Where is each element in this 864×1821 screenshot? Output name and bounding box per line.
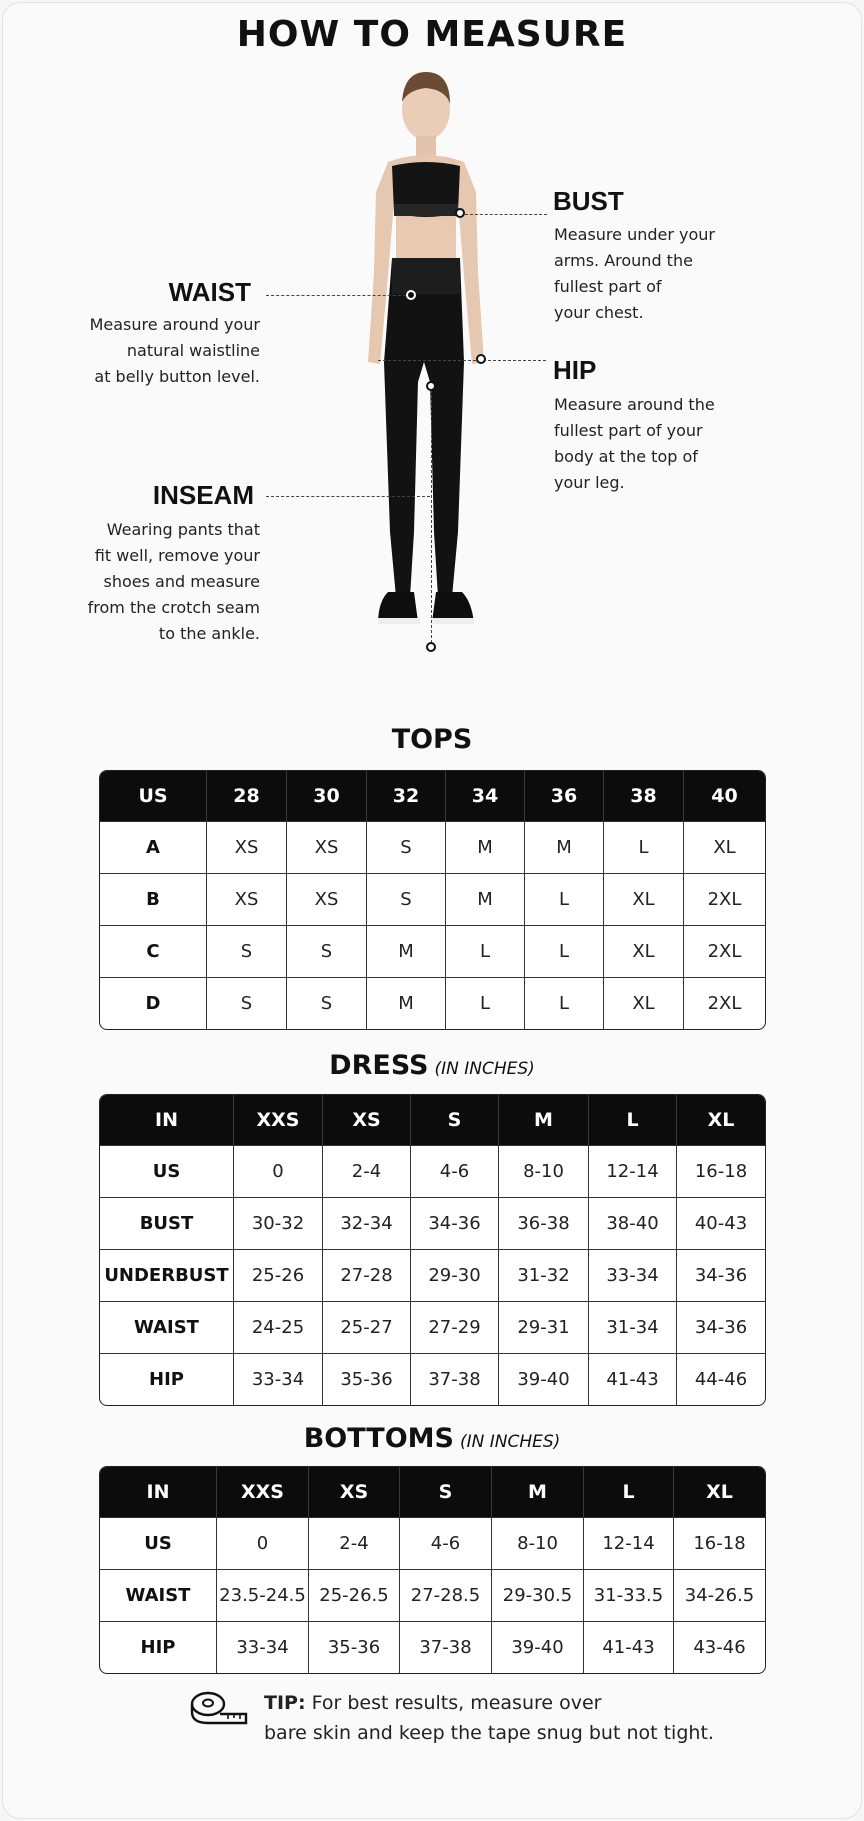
tape-measure-icon bbox=[190, 1690, 248, 1730]
size-cell: 33-34 bbox=[234, 1353, 323, 1405]
column-header: 36 bbox=[525, 771, 604, 821]
size-cell: 29-30.5 bbox=[492, 1569, 584, 1621]
size-cell: 0 bbox=[234, 1145, 323, 1197]
table-row bbox=[100, 1621, 765, 1673]
size-cell: 37-38 bbox=[400, 1621, 492, 1673]
size-cell: 37-38 bbox=[411, 1353, 499, 1405]
size-cell: M bbox=[525, 821, 604, 873]
column-header: 28 bbox=[207, 771, 287, 821]
bust-guide bbox=[465, 214, 547, 215]
size-cell: 4-6 bbox=[411, 1145, 499, 1197]
size-cell: 2-4 bbox=[323, 1145, 411, 1197]
bottoms-title: BOTTOMS (IN INCHES) bbox=[303, 1423, 561, 1454]
size-cell: 25-27 bbox=[323, 1301, 411, 1353]
size-cell: 38-40 bbox=[589, 1197, 677, 1249]
table-row bbox=[100, 1353, 765, 1405]
hip-heading: HIP bbox=[553, 355, 597, 385]
column-header: 38 bbox=[604, 771, 684, 821]
size-cell: 25-26.5 bbox=[309, 1569, 400, 1621]
waist-description: Measure around your natural waistline at belly button level. bbox=[89, 315, 260, 386]
size-cell: 27-29 bbox=[411, 1301, 499, 1353]
row-header-cell: US bbox=[100, 1145, 234, 1197]
size-cell: 34-26.5 bbox=[674, 1569, 765, 1621]
size-cell: 27-28 bbox=[323, 1249, 411, 1301]
size-cell: 36-38 bbox=[499, 1197, 589, 1249]
inseam-heading: INSEAM bbox=[152, 480, 254, 510]
column-header: L bbox=[584, 1467, 674, 1517]
column-header: S bbox=[411, 1095, 499, 1145]
table-row bbox=[100, 873, 765, 925]
table-row bbox=[100, 1197, 765, 1249]
table-row bbox=[100, 821, 765, 873]
column-header: 40 bbox=[684, 771, 765, 821]
row-header-cell: HIP bbox=[100, 1621, 217, 1673]
tops-size-table bbox=[99, 770, 766, 1030]
row-header-cell: UNDERBUST bbox=[100, 1249, 234, 1301]
size-cell: L bbox=[446, 925, 525, 977]
hip-guide bbox=[378, 360, 546, 361]
waist-heading: WAIST bbox=[168, 277, 251, 307]
size-cell: 12-14 bbox=[584, 1517, 674, 1569]
size-cell: 2XL bbox=[684, 925, 765, 977]
bust-heading: BUST bbox=[553, 186, 624, 216]
size-cell: XL bbox=[604, 873, 684, 925]
table-row bbox=[100, 1569, 765, 1621]
size-cell: L bbox=[446, 977, 525, 1029]
size-cell: L bbox=[525, 977, 604, 1029]
size-cell: M bbox=[446, 873, 525, 925]
size-cell: S bbox=[367, 873, 446, 925]
size-cell: L bbox=[525, 873, 604, 925]
size-cell: 31-34 bbox=[589, 1301, 677, 1353]
hip-marker bbox=[476, 354, 486, 364]
waist-guide bbox=[266, 295, 406, 296]
size-cell: 2XL bbox=[684, 873, 765, 925]
size-cell: 12-14 bbox=[589, 1145, 677, 1197]
dress-size-table bbox=[99, 1094, 766, 1406]
size-cell: 31-32 bbox=[499, 1249, 589, 1301]
inseam-vertical-guide bbox=[431, 390, 432, 648]
column-header: XS bbox=[309, 1467, 400, 1517]
size-cell: 4-6 bbox=[400, 1517, 492, 1569]
column-header: S bbox=[400, 1467, 492, 1517]
column-header: IN bbox=[100, 1095, 234, 1145]
size-cell: 43-46 bbox=[674, 1621, 765, 1673]
column-header: M bbox=[492, 1467, 584, 1517]
size-cell: S bbox=[207, 977, 287, 1029]
size-cell: 32-34 bbox=[323, 1197, 411, 1249]
column-header: US bbox=[100, 771, 207, 821]
row-header-cell: A bbox=[100, 821, 207, 873]
column-header: XL bbox=[677, 1095, 765, 1145]
bottoms-size-table bbox=[99, 1466, 766, 1674]
waist-marker bbox=[406, 290, 416, 300]
inseam-top-marker bbox=[426, 381, 436, 391]
row-header-cell: C bbox=[100, 925, 207, 977]
column-header: L bbox=[589, 1095, 677, 1145]
size-cell: 33-34 bbox=[217, 1621, 309, 1673]
size-cell: 8-10 bbox=[492, 1517, 584, 1569]
inseam-guide bbox=[266, 496, 430, 497]
size-cell: XS bbox=[207, 873, 287, 925]
size-cell: 16-18 bbox=[674, 1517, 765, 1569]
model-figure bbox=[318, 62, 518, 712]
size-cell: 29-31 bbox=[499, 1301, 589, 1353]
hip-description: Measure around the fullest part of your body at the top of your leg. bbox=[554, 395, 715, 492]
size-cell: 44-46 bbox=[677, 1353, 765, 1405]
size-cell: 8-10 bbox=[499, 1145, 589, 1197]
size-cell: M bbox=[446, 821, 525, 873]
size-cell: 25-26 bbox=[234, 1249, 323, 1301]
tops-title: TOPS bbox=[391, 724, 473, 755]
row-header-cell: B bbox=[100, 873, 207, 925]
table-row bbox=[100, 1301, 765, 1353]
row-header-cell: D bbox=[100, 977, 207, 1029]
column-header: XL bbox=[674, 1467, 765, 1517]
size-cell: M bbox=[367, 977, 446, 1029]
row-header-cell: HIP bbox=[100, 1353, 234, 1405]
size-cell: 39-40 bbox=[492, 1621, 584, 1673]
column-header: XXS bbox=[217, 1467, 309, 1517]
size-cell: 39-40 bbox=[499, 1353, 589, 1405]
column-header: M bbox=[499, 1095, 589, 1145]
table-row bbox=[100, 1517, 765, 1569]
table-row bbox=[100, 977, 765, 1029]
size-cell: L bbox=[525, 925, 604, 977]
size-cell: 35-36 bbox=[323, 1353, 411, 1405]
bust-marker bbox=[455, 208, 465, 218]
size-cell: 34-36 bbox=[677, 1301, 765, 1353]
column-header: IN bbox=[100, 1467, 217, 1517]
size-cell: 16-18 bbox=[677, 1145, 765, 1197]
column-header: XXS bbox=[234, 1095, 323, 1145]
inseam-description: Wearing pants that fit well, remove your shoes and measure from the crotch seam to the ankle. bbox=[87, 520, 260, 643]
size-cell: XS bbox=[287, 873, 367, 925]
size-cell: 33-34 bbox=[589, 1249, 677, 1301]
row-header-cell: WAIST bbox=[100, 1301, 234, 1353]
size-cell: 2XL bbox=[684, 977, 765, 1029]
size-cell: XS bbox=[207, 821, 287, 873]
dress-title: DRESS (IN INCHES) bbox=[329, 1050, 535, 1081]
size-cell: 35-36 bbox=[309, 1621, 400, 1673]
tip-text: TIP: For best results, measure over bare skin and keep the tape snug but not tight. bbox=[264, 1692, 714, 1744]
row-header-cell: WAIST bbox=[100, 1569, 217, 1621]
column-header: 32 bbox=[367, 771, 446, 821]
size-cell: S bbox=[287, 925, 367, 977]
size-cell: XL bbox=[604, 977, 684, 1029]
size-cell: 34-36 bbox=[411, 1197, 499, 1249]
size-cell: S bbox=[287, 977, 367, 1029]
size-cell: 41-43 bbox=[589, 1353, 677, 1405]
column-header: 30 bbox=[287, 771, 367, 821]
size-cell: XL bbox=[684, 821, 765, 873]
size-cell: 40-43 bbox=[677, 1197, 765, 1249]
size-cell: XS bbox=[287, 821, 367, 873]
size-cell: S bbox=[367, 821, 446, 873]
page-title: HOW TO MEASURE bbox=[236, 14, 628, 55]
bust-description: Measure under your arms. Around the fullest part of your chest. bbox=[554, 225, 716, 322]
size-cell: 2-4 bbox=[309, 1517, 400, 1569]
size-cell: L bbox=[604, 821, 684, 873]
size-cell: 30-32 bbox=[234, 1197, 323, 1249]
size-cell: M bbox=[367, 925, 446, 977]
column-header: 34 bbox=[446, 771, 525, 821]
size-cell: 24-25 bbox=[234, 1301, 323, 1353]
column-header: XS bbox=[323, 1095, 411, 1145]
size-cell: 27-28.5 bbox=[400, 1569, 492, 1621]
table-row bbox=[100, 925, 765, 977]
inseam-bottom-marker bbox=[426, 642, 436, 652]
size-cell: 29-30 bbox=[411, 1249, 499, 1301]
size-cell: 31-33.5 bbox=[584, 1569, 674, 1621]
size-cell: S bbox=[207, 925, 287, 977]
size-cell: 34-36 bbox=[677, 1249, 765, 1301]
row-header-cell: US bbox=[100, 1517, 217, 1569]
size-cell: 23.5-24.5 bbox=[217, 1569, 309, 1621]
row-header-cell: BUST bbox=[100, 1197, 234, 1249]
table-row bbox=[100, 1249, 765, 1301]
size-cell: 41-43 bbox=[584, 1621, 674, 1673]
size-cell: 0 bbox=[217, 1517, 309, 1569]
size-cell: XL bbox=[604, 925, 684, 977]
table-row bbox=[100, 1145, 765, 1197]
